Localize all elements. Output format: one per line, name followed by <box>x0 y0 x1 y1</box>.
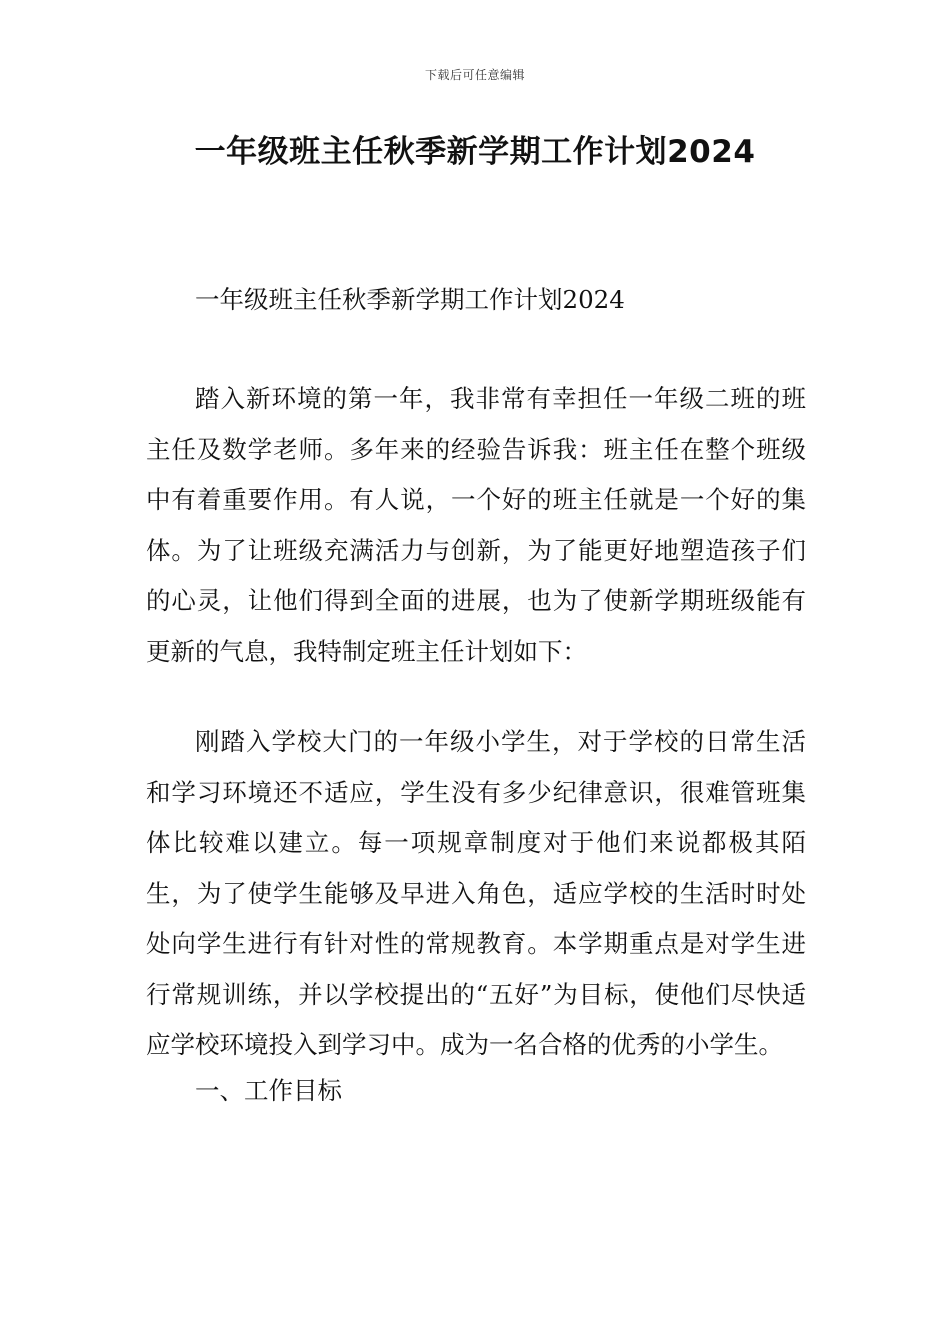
header-note: 下载后可任意编辑 <box>424 68 525 82</box>
document-title: 一年级班主任秋季新学期工作计划2024 <box>194 134 756 170</box>
document-subtitle: 一年级班主任秋季新学期工作计划2024 <box>195 285 625 314</box>
document-body <box>146 280 806 1111</box>
paragraph-situation: 刚踏入学校大门的一年级小学生，对于学校的日常生活和学习环境还不适应，学生没有多少纪律意识，很难管班集体比较难以建立。每一项规章制度对于他们来说都极其陌生，为了使学生能够及早进入角色，适应学校的生活时时处处向学生进行有针对性的常规教育。本学期重点是对学生进行常规训练，并以学校提出的“五好”为目标，使他们尽快适应学校环境投入到学习中。成为一名合格的优秀的小学生。 <box>146 727 806 1059</box>
paragraph-intro: 踏入新环境的第一年，我非常有幸担任一年级二班的班主任及数学老师。多年来的经验告诉我：班主任在整个班级中有着重要作用。有人说，一个好的班主任就是一个好的集体。为了让班级充满活力与创新，为了能更好地塑造孩子们的心灵，让他们得到全面的进展，也为了使新学期班级能有更新的气息，我特制定班主任计划如下： <box>146 384 806 666</box>
section-heading: 一、工作目标 <box>195 1075 342 1105</box>
